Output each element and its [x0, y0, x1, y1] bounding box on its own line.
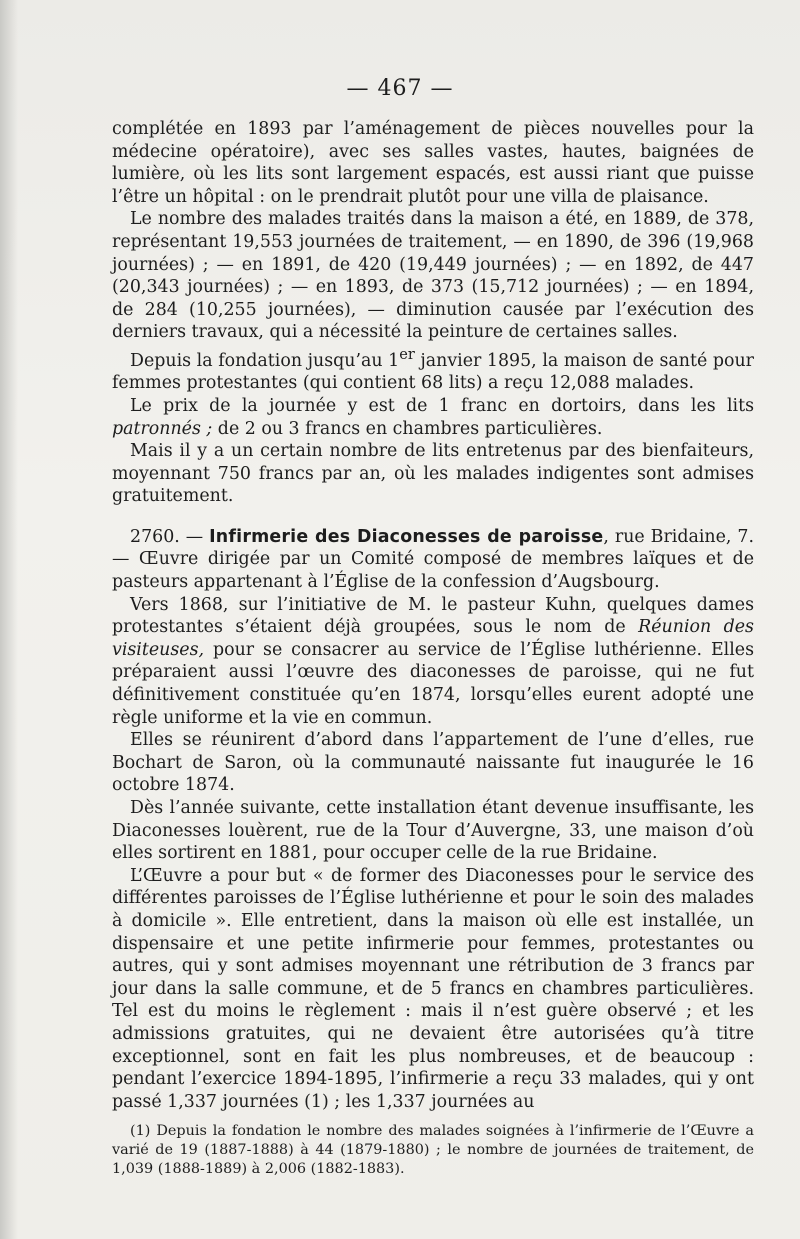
paragraph-3-start: Depuis la fondation jusqu’au 1 — [130, 350, 400, 371]
paragraph-3 — [112, 344, 754, 395]
italic-patronnes: patronnés ; — [112, 418, 213, 439]
paragraph-9: Dès l’année suivante, cette installation étant devenue insuffisante, les Diaconesses louèrent, rue de la Tour d’Auvergne, 33, une maison d’où elles sortirent en 1881, pour occuper celle de la rue Bridaine. — [112, 798, 754, 864]
footnote — [112, 1122, 754, 1179]
paragraph-10: L’Œuvre a pour but « de former des Diaconesses pour le service des différentes paroisses de l’Église luthérienne et pour le soin des malades à domicile ». Elle entretient, dans la maison où elle est installée, un dispensaire et une petite infirmerie pour femmes, protestantes ou autres, qui y sont admises moyennant une rétribution de 3 francs par jour dans la salle commune, et de 5 francs en chambres particulières. Tel est du moins le règlement : mais il n’est guère observé ; et les admissions gratuites, qui ne devaient être autorisées qu’à titre exceptionnel, sont en fait les plus nombreuses, et de beaucoup : pendant l’exercice 1894-1895, l’infirmerie a reçu 33 malades, qui y ont passé 1,337 journées (1) ; les 1,337 journées au — [112, 865, 754, 1112]
paragraph-2: Le nombre des malades traités dans la maison a été, en 1889, de 378, représentant 19,553 journées de traitement, — en 1890, de 396 (19,968 journées) ; — en 1891, de 420 (19,449 journées) ; — en 1892, de 447 (20,343 journées) ; — en 1893, de 373 (15,712 journées) ; — en 1894, de 284 (10,255 journées), — diminution causée par l’exécution des derniers travaux, qui a nécessité la peinture de certaines salles. — [112, 209, 754, 343]
paragraph-4-start: Le prix de la journée y est de 1 franc en dortoirs, dans les lits — [130, 395, 754, 416]
page-number: — 467 — — [346, 76, 454, 101]
paragraph-6-entry-2760 — [112, 526, 754, 594]
paragraph-8: Elles se réunirent d’abord dans l’appartement de l’une d’elles, rue Bochart de Saron, où la communauté naissante fut inaugurée le 16 octobre 1874. — [112, 730, 754, 796]
paragraph-4-end: de 2 ou 3 francs en chambres particulières. — [212, 418, 603, 439]
paragraph-7-end: pour se consacrer au service de l’Église luthérienne. Elles préparaient aussi l’œuvre des diaconesses de paroisse, qui ne fut définitivement constituée qu’en 1874, lorsqu’elles eurent adopté une règle uniforme et la vie en commun. — [112, 639, 754, 728]
paragraph-3-end: janvier 1895, la maison de santé pour femmes protestantes (qui contient 68 lits) a reçu 12,088 malades. — [112, 350, 754, 394]
entry-title: Infirmerie des Diaconesses de paroisse — [209, 526, 604, 547]
paragraph-7 — [112, 594, 754, 730]
paragraph-5: Mais il y a un certain nombre de lits entretenus par des bienfaiteurs, moyennant 750 francs par an, où les malades indigentes sont admises gratuitement. — [112, 441, 754, 507]
main-text — [112, 118, 754, 1113]
paragraph-1: complétée en 1893 par l’aménagement de pièces nouvelles pour la médecine opératoire), avec ses salles vastes, hautes, baignées de lumière, où les lits sont largement espacés, est aussi riant que puisse l’être un hôpital : on le prendrait plutôt pour une villa de plaisance. — [112, 119, 754, 207]
paragraph-7-start: Vers 1868, sur l’initiative de M. le pasteur Kuhn, quelques dames protestantes s’étaient déjà groupées, sous le nom de — [112, 594, 754, 638]
entry-description: , rue Bridaine, 7. — Œuvre dirigée par un Comité composé de membres laïques et de pasteurs appartenant à l’Église de la confession d’Augsbourg. — [112, 526, 754, 593]
ordinal-superscript: er — [399, 346, 415, 363]
footnote-text: (1) Depuis la fondation le nombre des malades soignées à l’infirmerie de l’Œuvre a varié de 19 (1887-1888) à 44 (1879-1880) ; le nombre de journées de traitement, de 1,039 (1888-1889) à 2,006 (1882-1883). — [112, 1123, 754, 1177]
paragraph-4 — [112, 395, 754, 440]
italic-reunion-visiteuses: Réunion des visiteuses, — [112, 617, 754, 660]
entry-number: 2760. — — [130, 526, 210, 547]
